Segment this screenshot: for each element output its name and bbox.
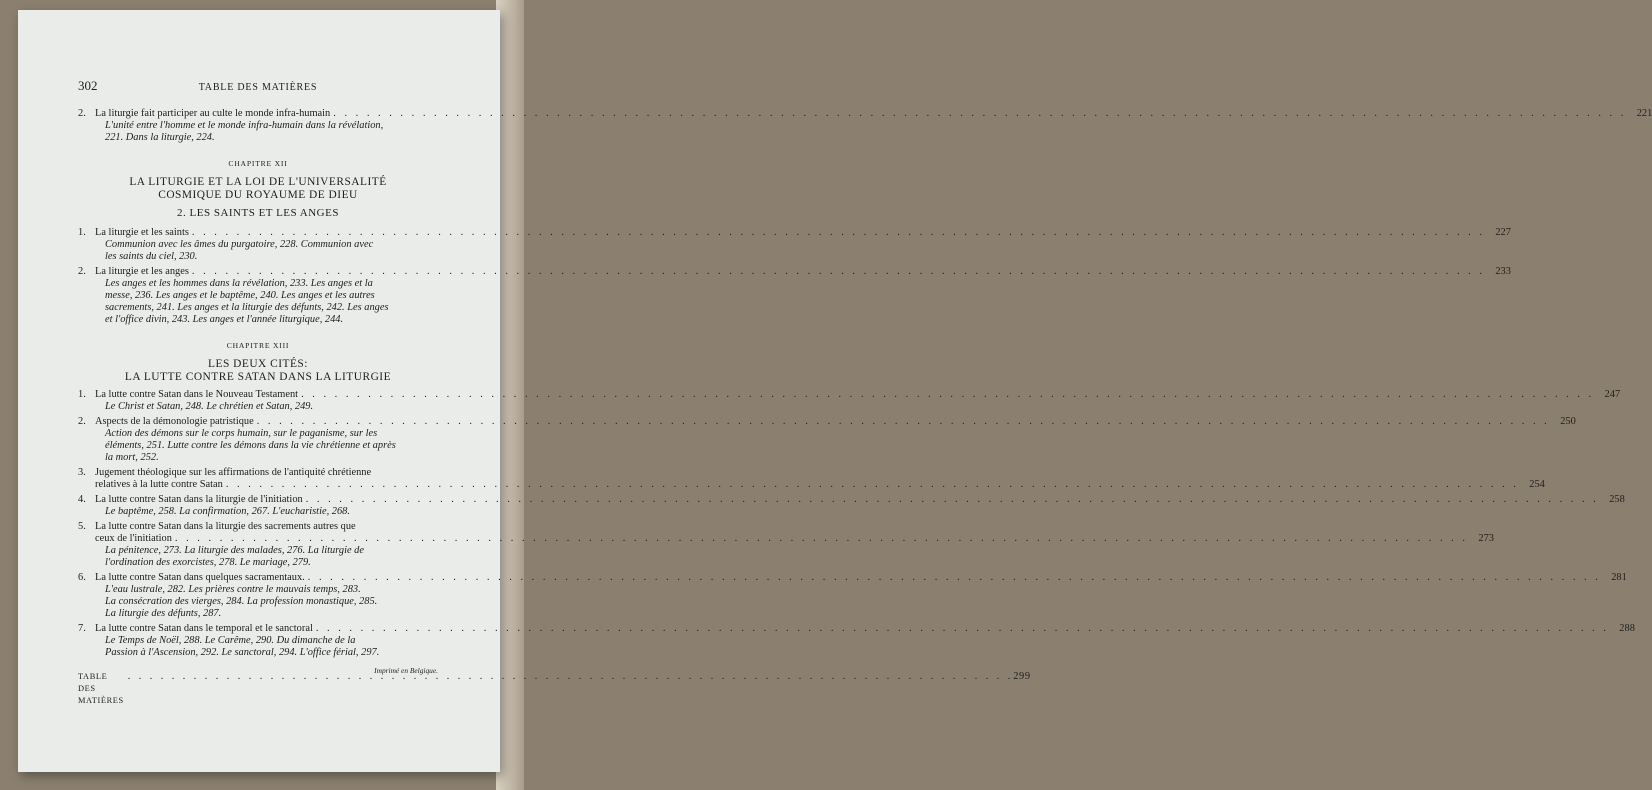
entry-number: 1. — [78, 227, 86, 238]
leader-dots — [306, 494, 1599, 506]
toc-entry — [78, 467, 1545, 491]
entry-number: 5. — [78, 521, 86, 532]
toc-entry — [78, 266, 1511, 326]
final-entry-page: 299 — [1013, 671, 1031, 682]
page-number: 302 — [78, 78, 98, 93]
entry-sub-2: les saints du ciel, 230. — [105, 251, 198, 262]
entry-sub-2: l'ordination des exorcistes, 278. Le mariage, 279. — [105, 557, 311, 568]
entry-sub-1: Le baptême, 258. La confirmation, 267. L'eucharistie, 268. — [105, 506, 350, 517]
entry-sub-1: L'unité entre l'homme et le monde infra-humain dans la révélation, — [105, 120, 384, 131]
entry-page: 288 — [1619, 623, 1635, 634]
entry-title: La liturgie fait participer au culte le monde infra-humain — [95, 108, 331, 119]
leader-dots — [175, 533, 1468, 545]
entry-title: La liturgie et les anges — [95, 266, 189, 277]
entry-number: 4. — [78, 494, 86, 505]
entry-sub-1: Le Christ et Satan, 248. Le chrétien et Satan, 249. — [105, 401, 314, 412]
chapter-title-line: COSMIQUE DU ROYAUME DE DIEU — [158, 188, 358, 201]
toc-entry — [78, 416, 1576, 464]
chapter-label: CHAPITRE XIII — [226, 341, 290, 350]
entry-title: La liturgie et les saints — [95, 227, 189, 238]
leader-dots — [257, 416, 1550, 428]
entry-number: 2. — [78, 416, 86, 427]
entry-title: Jugement théologique sur les affirmations de l'antiquité chrétienne — [95, 467, 372, 478]
entry-number: 3. — [78, 467, 86, 478]
toc-content — [78, 78, 1652, 707]
entry-title: La lutte contre Satan dans la liturgie des sacrements autres que — [95, 521, 356, 532]
entry-page: 281 — [1611, 572, 1627, 583]
entry-title: Aspects de la démonologie patristique — [95, 416, 254, 427]
toc-entry — [78, 572, 1627, 620]
entry-page: 250 — [1560, 416, 1576, 427]
entry-sub-3: la mort, 252. — [105, 452, 159, 463]
leader-dots — [333, 108, 1626, 120]
entry-page: 221 — [1636, 108, 1652, 119]
entry-sub-3: La liturgie des défunts, 287. — [105, 608, 222, 619]
entry-page: 227 — [1495, 227, 1511, 238]
entry-title: La lutte contre Satan dans quelques sacramentaux. — [95, 572, 305, 583]
entry-sub-1: L'eau lustrale, 282. Les prières contre le mauvais temps, 283. — [105, 584, 361, 595]
toc-entry — [78, 494, 1625, 518]
running-head: TABLE DES MATIÈRES — [198, 82, 318, 93]
entry-sub-1: Action des démons sur le corps humain, sur le paganisme, sur les — [105, 428, 378, 439]
entry-number: 2. — [78, 108, 86, 119]
entry-sub-2: Passion à l'Ascension, 292. Le sanctoral, 294. L'office férial, 297. — [105, 647, 380, 658]
toc-entry — [78, 389, 1621, 413]
toc-entry — [78, 521, 1494, 569]
entry-sub-1: Le Temps de Noël, 288. Le Carême, 290. Du dimanche de la — [105, 635, 356, 646]
entry-page: 233 — [1495, 266, 1511, 277]
entry-title: La lutte contre Satan dans le temporal et le sanctoral — [95, 623, 313, 634]
entry-title: La lutte contre Satan dans le Nouveau Testament — [95, 389, 299, 400]
entry-sub-2: messe, 236. Les anges et le baptême, 240. Les anges et les autres — [105, 290, 375, 301]
leader-dots — [308, 572, 1601, 584]
entry-number: 7. — [78, 623, 86, 634]
entry-number: 1. — [78, 389, 86, 400]
book-page — [18, 10, 1652, 772]
entry-sub-3: sacrements, 241. Les anges et la liturgie des défunts, 242. Les anges — [105, 302, 389, 313]
entry-sub-1: Communion avec les âmes du purgatoire, 228. Communion avec — [105, 239, 374, 250]
entry-title-cont: ceux de l'initiation — [95, 533, 172, 544]
page-header — [78, 80, 438, 98]
leader-dots — [226, 479, 1519, 491]
chapter-label: CHAPITRE XII — [228, 159, 288, 168]
final-entry-title: TABLE DES MATIÈRES — [78, 672, 124, 705]
entry-page: 258 — [1609, 494, 1625, 505]
entry-page: 273 — [1478, 533, 1494, 544]
leader-dots — [192, 266, 1485, 278]
entry-page: 247 — [1604, 389, 1621, 400]
entry-sub-1: La pénitence, 273. La liturgie des malades, 276. La liturgie de — [105, 545, 364, 556]
imprint-note: Imprimé en Belgique. — [374, 666, 438, 675]
chapter-title-line: LA LUTTE CONTRE SATAN DANS LA LITURGIE — [124, 370, 392, 383]
entry-sub-2: La consécration des vierges, 284. La profession monastique, 285. — [105, 596, 378, 607]
chapter-subtitle: 2. LES SAINTS ET LES ANGES — [177, 207, 339, 219]
entry-page: 254 — [1529, 479, 1545, 490]
leader-dots — [316, 623, 1609, 635]
entry-number: 6. — [78, 572, 86, 583]
entry-title: La lutte contre Satan dans la liturgie de l'initiation — [95, 494, 303, 505]
leader-dots — [192, 227, 1485, 239]
toc-entry — [78, 623, 1635, 659]
leader-dots — [128, 671, 1014, 683]
leader-dots — [301, 389, 1594, 401]
toc-entry — [78, 108, 1652, 144]
toc-entry — [78, 227, 1511, 263]
entry-sub-2: 221. Dans la liturgie, 224. — [105, 132, 215, 143]
entry-number: 2. — [78, 266, 86, 277]
chapter-title-line: LA LITURGIE ET LA LOI DE L'UNIVERSALITÉ — [129, 176, 387, 188]
entry-sub-1: Les anges et les hommes dans la révélation, 233. Les anges et la — [105, 278, 373, 289]
entry-sub-2: éléments, 251. Lutte contre les démons dans la vie chrétienne et après — [105, 440, 396, 451]
chapter-title-line: LES DEUX CITÉS: — [208, 358, 308, 370]
entry-title-cont: relatives à la lutte contre Satan — [95, 479, 223, 490]
entry-sub-4: et l'office divin, 243. Les anges et l'année liturgique, 244. — [105, 314, 344, 325]
